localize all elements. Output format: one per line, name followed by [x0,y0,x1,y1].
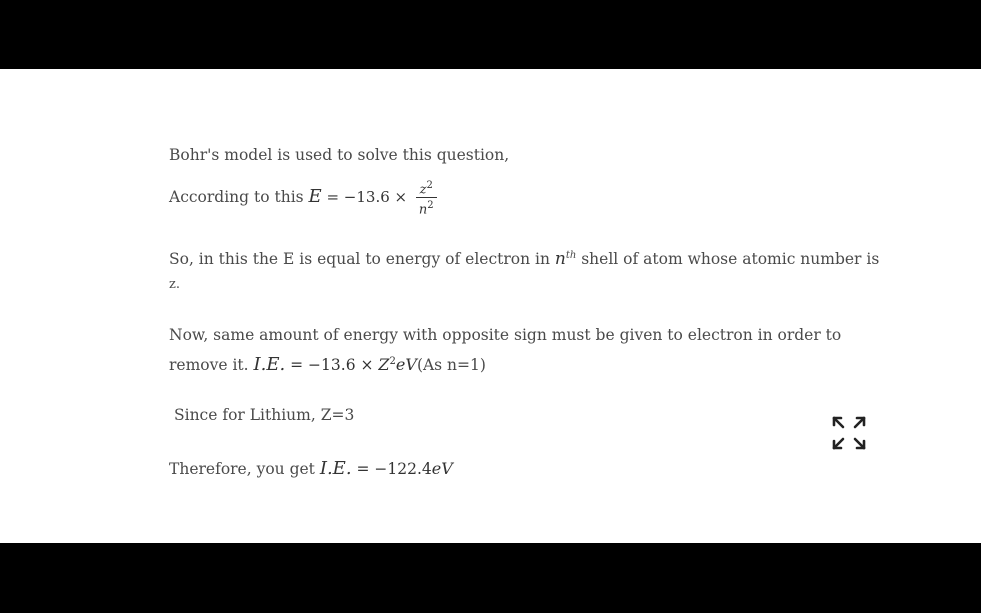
energy-formula [309,186,412,207]
p4-text: remove it. [169,356,254,375]
para-lithium: Since for Lithium, Z=3 [174,406,355,424]
para-therefore [169,456,453,482]
para-according [169,178,437,218]
formula-eq: = −13.6 × [321,187,412,206]
p4-z: Z [378,355,390,375]
para-bohr-model: Bohr's model is used to solve this question, [169,146,510,164]
frac-num-exp: 2 [426,180,433,191]
expand-arrows-icon[interactable] [831,415,867,451]
formula-e: E [308,185,322,207]
frac-den: n [418,202,428,218]
p3-n: n [554,249,566,270]
p3-sup: th [565,250,577,261]
p4-ev: eV [395,355,417,375]
p3-before: So, in this the E is equal to energy of electron in [169,250,555,269]
frac-den-exp: 2 [427,200,434,212]
p6-ie: I.E. [319,458,352,479]
letterbox-bottom [0,543,981,613]
letterbox-top [0,0,981,69]
para-energy-electron [169,243,879,272]
p6-text: Therefore, you get [169,460,320,478]
p4-note: (As n=1) [416,356,486,375]
solution-panel [0,69,981,543]
p3-after: shell of atom whose atomic number is [576,250,880,269]
para-now-line2 [169,349,486,378]
according-text: According to this [169,187,309,206]
para-energy-electron-line2: z. [169,277,180,292]
p4-mid: = −13.6 × [285,356,379,375]
para-now-line1: Now, same amount of energy with opposite sign must be given to electron in order to [169,326,842,344]
p4-zexp: 2 [389,356,396,367]
p4-ie: I.E. [253,354,286,376]
p6-rest: = −122.4 [351,460,432,478]
frac-num: z [419,182,427,198]
formula-fraction [416,178,437,218]
p6-ev: eV [431,459,453,478]
